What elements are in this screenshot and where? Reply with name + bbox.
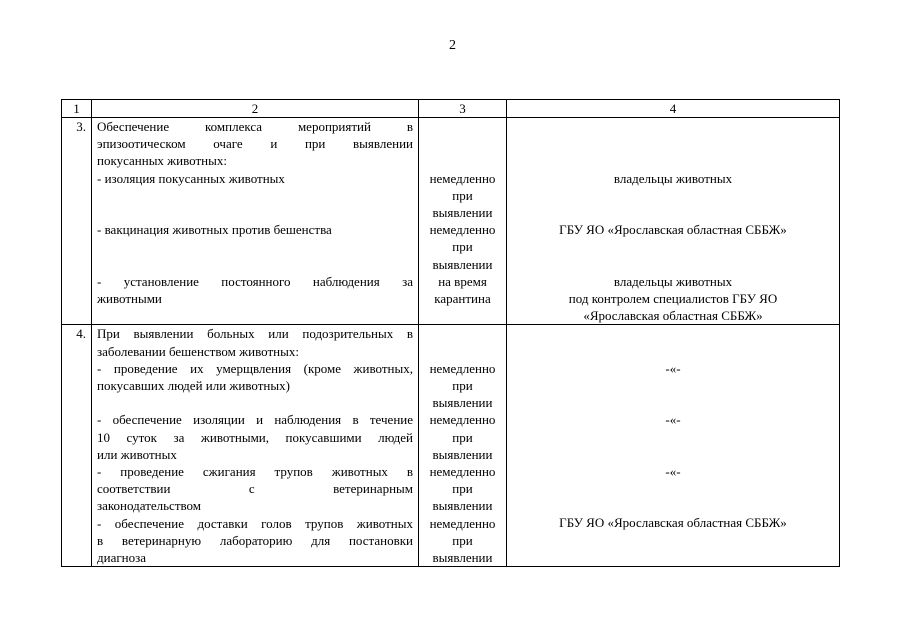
deadline-text: выявлении (432, 446, 493, 462)
deadline-text: карантина (434, 290, 491, 306)
measure-item-text: соответствии с ветеринарным (97, 481, 413, 497)
deadline-text: при (452, 532, 473, 548)
measure-cell (92, 118, 419, 325)
responsible-text: владельцы животных (613, 170, 733, 186)
responsible-cell (507, 118, 840, 325)
measure-item-text: - изоляция покусанных животных (97, 170, 285, 186)
deadline-text: при (452, 239, 473, 255)
deadline-text: немедленно (429, 463, 496, 479)
deadline-text: при (452, 187, 473, 203)
deadline-text: выявлении (432, 498, 493, 514)
header-cell-3: 3 (419, 100, 507, 118)
deadline-text: выявлении (432, 395, 493, 411)
deadline-text: немедленно (429, 515, 496, 531)
deadline-text: немедленно (429, 222, 496, 238)
measure-item-text: в ветеринарную лабораторию для постановки (97, 532, 413, 548)
measure-intro-line: При выявлении больных или подозрительных в (97, 326, 413, 342)
responsible-text: владельцы животных (613, 273, 733, 289)
deadline-text: при (452, 377, 473, 393)
measure-item-text: - обеспечение доставки голов трупов животных (97, 515, 413, 531)
deadline-text: выявлении (432, 549, 493, 565)
header-cell-1: 1 (62, 100, 92, 118)
responsible-text: ГБУ ЯО «Ярославская областная СББЖ» (559, 515, 787, 531)
header-cell-2: 2 (92, 100, 419, 118)
header-cell-4: 4 (507, 100, 840, 118)
measure-item-text: - вакцинация животных против бешенства (97, 222, 332, 238)
responsible-text: -«- (665, 360, 681, 376)
measure-intro-line: эпизоотическом очаге и при выявлении (97, 136, 413, 152)
deadline-text: немедленно (429, 412, 496, 428)
measure-cell (92, 325, 419, 567)
measures-table (61, 99, 840, 567)
page-number: 2 (449, 38, 456, 53)
measure-item-text: - проведение их умерщвления (кроме животных, (97, 360, 413, 376)
responsible-text: -«- (665, 412, 681, 428)
responsible-text: ГБУ ЯО «Ярославская областная СББЖ» (559, 222, 787, 238)
measure-item-text: - обеспечение изоляции и наблюдения в течение (97, 412, 413, 428)
measure-item-text: - проведение сжигания трупов животных в (97, 463, 413, 479)
measure-item-text: - установление постоянного наблюдения за (97, 273, 413, 289)
measure-item-text: или животных (97, 446, 177, 462)
deadline-text: при (452, 429, 473, 445)
measure-item-text: законодательством (97, 498, 202, 514)
responsible-text: «Ярославская областная СББЖ» (583, 308, 763, 324)
deadline-text: немедленно (429, 360, 496, 376)
deadline-text: немедленно (429, 170, 496, 186)
deadline-cell (419, 118, 507, 325)
measure-item-text: покусавших людей или животных) (97, 377, 290, 393)
row-number: 4. (62, 325, 92, 567)
table-row (62, 118, 840, 325)
deadline-text: выявлении (432, 256, 493, 272)
deadline-text: выявлении (432, 204, 493, 220)
table-header-row (62, 100, 840, 118)
measure-item-text: животными (97, 290, 162, 306)
table-row (62, 325, 840, 567)
responsible-text: под контролем специалистов ГБУ ЯО (568, 290, 778, 306)
deadline-cell (419, 325, 507, 567)
measure-item-text: 10 суток за животными, покусавшими людей (97, 429, 413, 445)
row-number: 3. (62, 118, 92, 325)
measure-intro-line: заболевании бешенством животных: (97, 343, 299, 359)
deadline-text: на время (438, 273, 487, 289)
measure-item-text: диагноза (97, 549, 147, 565)
responsible-text: -«- (665, 463, 681, 479)
deadline-text: при (452, 481, 473, 497)
measure-intro-line: покусанных животных: (97, 153, 227, 169)
responsible-cell (507, 325, 840, 567)
measure-intro-line: Обеспечение комплекса мероприятий в (97, 119, 413, 134)
